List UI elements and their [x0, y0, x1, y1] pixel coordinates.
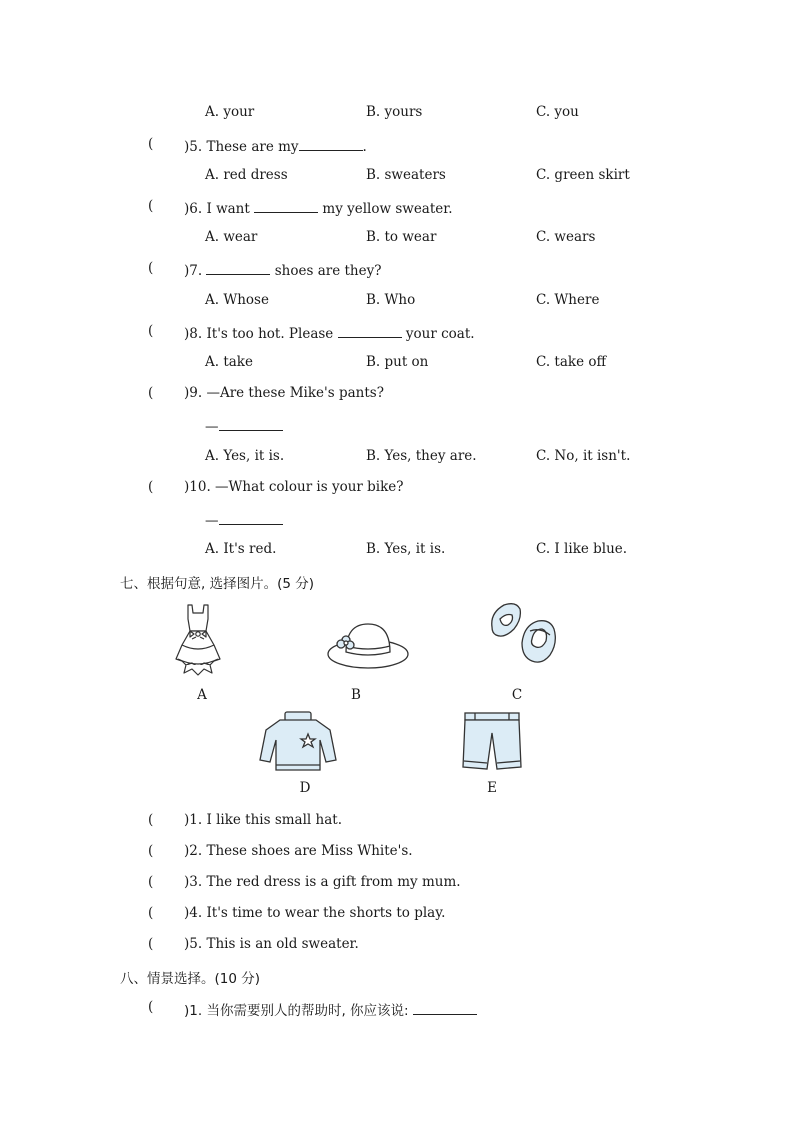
q6-blank: [254, 198, 318, 213]
s7-item5-paren: (: [148, 936, 154, 952]
q9-stem: )9. —Are these Mike's pants?: [184, 385, 384, 401]
q7-option-c: C. Where: [536, 292, 600, 308]
q8-paren: (: [148, 323, 154, 339]
q8-option-c: C. take off: [536, 354, 607, 370]
s8-q1-paren: (: [148, 999, 154, 1015]
s7-item2-text: )2. These shoes are Miss White's.: [184, 843, 413, 859]
s8-q1-question: [184, 999, 477, 1019]
q5-stem: )5. These are my: [184, 139, 299, 155]
section7-heading: 七、根据句意, 选择图片。(5 分): [120, 576, 314, 592]
q7-tail: shoes are they?: [274, 263, 382, 279]
s7-item4-text: )4. It's time to wear the shorts to play.: [184, 905, 446, 921]
q8-tail: your coat.: [405, 326, 475, 342]
picture-label-d: D: [299, 780, 311, 796]
s7-item3-text: )3. The red dress is a gift from my mum.: [184, 874, 461, 890]
q8-question: [184, 323, 475, 342]
q6-option-a: A. wear: [205, 229, 258, 245]
q9-option-c: C. No, it isn't.: [536, 448, 631, 464]
q4-option-a: A. your: [205, 104, 255, 120]
s7-item5-text: )5. This is an old sweater.: [184, 936, 359, 952]
picture-label-a: A: [197, 687, 207, 703]
q6-option-c: C. wears: [536, 229, 596, 245]
pants-picture: [461, 711, 523, 773]
q7-stem: )7.: [184, 263, 203, 279]
q10-paren: (: [148, 479, 154, 495]
s7-item1-paren: (: [148, 812, 154, 828]
q10-option-c: C. I like blue.: [536, 541, 628, 557]
q10-answer-dash: —: [205, 513, 219, 529]
q10-answer-line: [205, 510, 283, 529]
q9-option-b: B. Yes, they are.: [366, 448, 477, 464]
shoes-picture: [486, 599, 560, 667]
section8-heading: 八、情景选择。(10 分): [120, 971, 261, 987]
sweater-picture: [258, 710, 338, 774]
q5-question: [184, 136, 367, 155]
q10-option-b: B. Yes, it is.: [366, 541, 446, 557]
q5-tail: .: [362, 139, 367, 155]
q5-blank: [299, 136, 363, 151]
q9-answer-line: [205, 416, 283, 435]
picture-label-b: B: [351, 687, 361, 703]
q9-blank: [219, 416, 283, 431]
q10-stem: )10. —What colour is your bike?: [184, 479, 404, 495]
q6-stem: )6. I want: [184, 201, 250, 217]
s8-q1-blank: [413, 1000, 477, 1015]
q6-question: [184, 198, 453, 217]
dress-picture: [172, 603, 224, 677]
q7-question: [184, 260, 381, 279]
s7-item1-text: )1. I like this small hat.: [184, 812, 342, 828]
s8-q1-text: )1. 当你需要别人的帮助时, 你应该说:: [184, 1003, 409, 1019]
q7-paren: (: [148, 260, 154, 276]
q5-option-a: A. red dress: [205, 167, 288, 183]
q4-option-b: B. yours: [366, 104, 423, 120]
q9-option-a: A. Yes, it is.: [205, 448, 285, 464]
q8-option-b: B. put on: [366, 354, 429, 370]
s7-item2-paren: (: [148, 843, 154, 859]
q9-paren: (: [148, 385, 154, 401]
s7-item3-paren: (: [148, 874, 154, 890]
s7-item4-paren: (: [148, 905, 154, 921]
q8-blank: [338, 323, 402, 338]
q8-stem: )8. It's too hot. Please: [184, 326, 334, 342]
q7-option-b: B. Who: [366, 292, 416, 308]
q7-blank: [206, 260, 270, 275]
picture-label-c: C: [511, 687, 523, 703]
q8-option-a: A. take: [205, 354, 253, 370]
picture-label-e: E: [487, 780, 497, 796]
q5-paren: (: [148, 136, 154, 152]
q5-option-c: C. green skirt: [536, 167, 630, 183]
q5-option-b: B. sweaters: [366, 167, 446, 183]
q9-answer-dash: —: [205, 419, 219, 435]
q6-paren: (: [148, 198, 154, 214]
q6-option-b: B. to wear: [366, 229, 437, 245]
q7-option-a: A. Whose: [205, 292, 269, 308]
hat-picture: [326, 620, 410, 670]
q10-option-a: A. It's red.: [205, 541, 277, 557]
q4-option-c: C. you: [536, 104, 579, 120]
q10-blank: [219, 510, 283, 525]
q6-tail: my yellow sweater.: [322, 201, 453, 217]
